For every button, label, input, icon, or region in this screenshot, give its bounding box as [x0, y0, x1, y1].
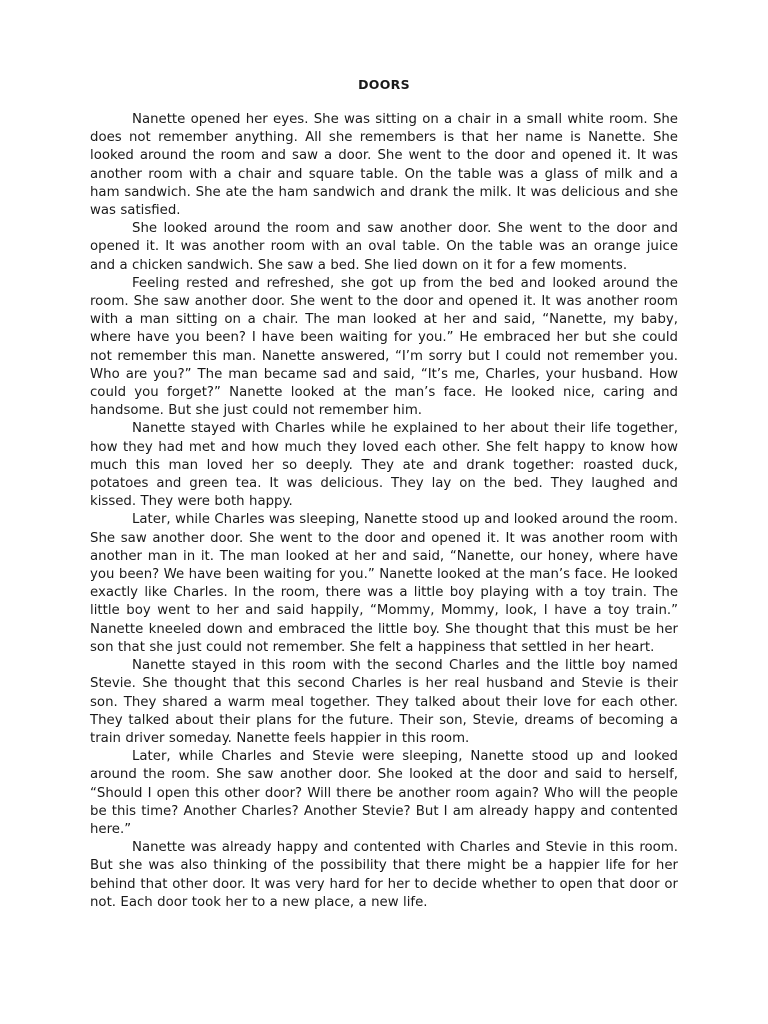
- paragraph-5: Later, while Charles was sleeping, Nanette stood up and looked around the room. She saw another door. She went to the door and opened it. It was another room with another man in it. The man looked at her and said, “Nanette, our honey, where have you been? We have been waiting for you.” Nanette looked at the man’s face. He looked exactly like Charles. In the room, there was a little boy playing with a toy train. The little boy went to her and said happily, “Mommy, Mommy, look, I have a toy train.” Nanette kneeled down and embraced the little boy. She thought that this must be her son that she just could not remember. She felt a happiness that settled in her heart.: [90, 512, 678, 655]
- paragraph-1: Nanette opened her eyes. She was sitting on a chair in a small white room. She does not remember anything. All she remembers is that her name is Nanette. She looked around the room and saw a door. She went to the door and opened it. It was another room with a chair and square table. On the table was a glass of milk and a ham sandwich. She ate the ham sandwich and drank the milk. It was delicious and she was satisfied.: [90, 112, 678, 219]
- paragraph-2: She looked around the room and saw another door. She went to the door and opened it. It was another room with an oval table. On the table was an orange juice and a chicken sandwich. She saw a bed. She lied down on it for a few moments.: [90, 221, 678, 273]
- document-title: DOORS: [358, 77, 410, 92]
- document-page: [90, 76, 678, 912]
- paragraph-6: Nanette stayed in this room with the second Charles and the little boy named Stevie. She thought that this second Charles is her real husband and Stevie is their son. They shared a warm meal together. They talked about their love for each other. They talked about their plans for the future. Their son, Stevie, dreams of becoming a train driver someday. Nanette feels happier in this room.: [90, 658, 678, 746]
- paragraph-4: Nanette stayed with Charles while he explained to her about their life together, how they had met and how much they loved each other. She felt happy to know how much this man loved her so deeply. They ate and drank together: roasted duck, potatoes and green tea. It was delicious. They lay on the bed. They laughed and kissed. They were both happy.: [90, 421, 678, 510]
- paragraph-3: Feeling rested and refreshed, she got up from the bed and looked around the room. She saw another door. She went to the door and opened it. It was another room with a man sitting on a chair. The man looked at her and said, “Nanette, my baby, where have you been? I have been waiting for you.” He embraced her but she could not remember this man. Nanette answered, “I’m sorry but I could not remember you. Who are you?” The man became sad and said, “It’s me, Charles, your husband. How could you forget?” Nanette looked at the man’s face. He looked nice, caring and handsome. But she just could not remember him.: [90, 275, 678, 419]
- paragraph-8: Nanette was already happy and contented with Charles and Stevie in this room. But she was also thinking of the possibility that there might be a happier life for her behind that other door. It was very hard for her to decide whether to open that door or not. Each door took her to a new place, a new life.: [90, 840, 678, 910]
- paragraph-7: Later, while Charles and Stevie were sleeping, Nanette stood up and looked around the room. She saw another door. She looked at the door and said to herself, “Should I open this other door? Will there be another room again? Who will the people be this time? Another Charles? Another Stevie? But I am already happy and contented here.”: [90, 749, 678, 837]
